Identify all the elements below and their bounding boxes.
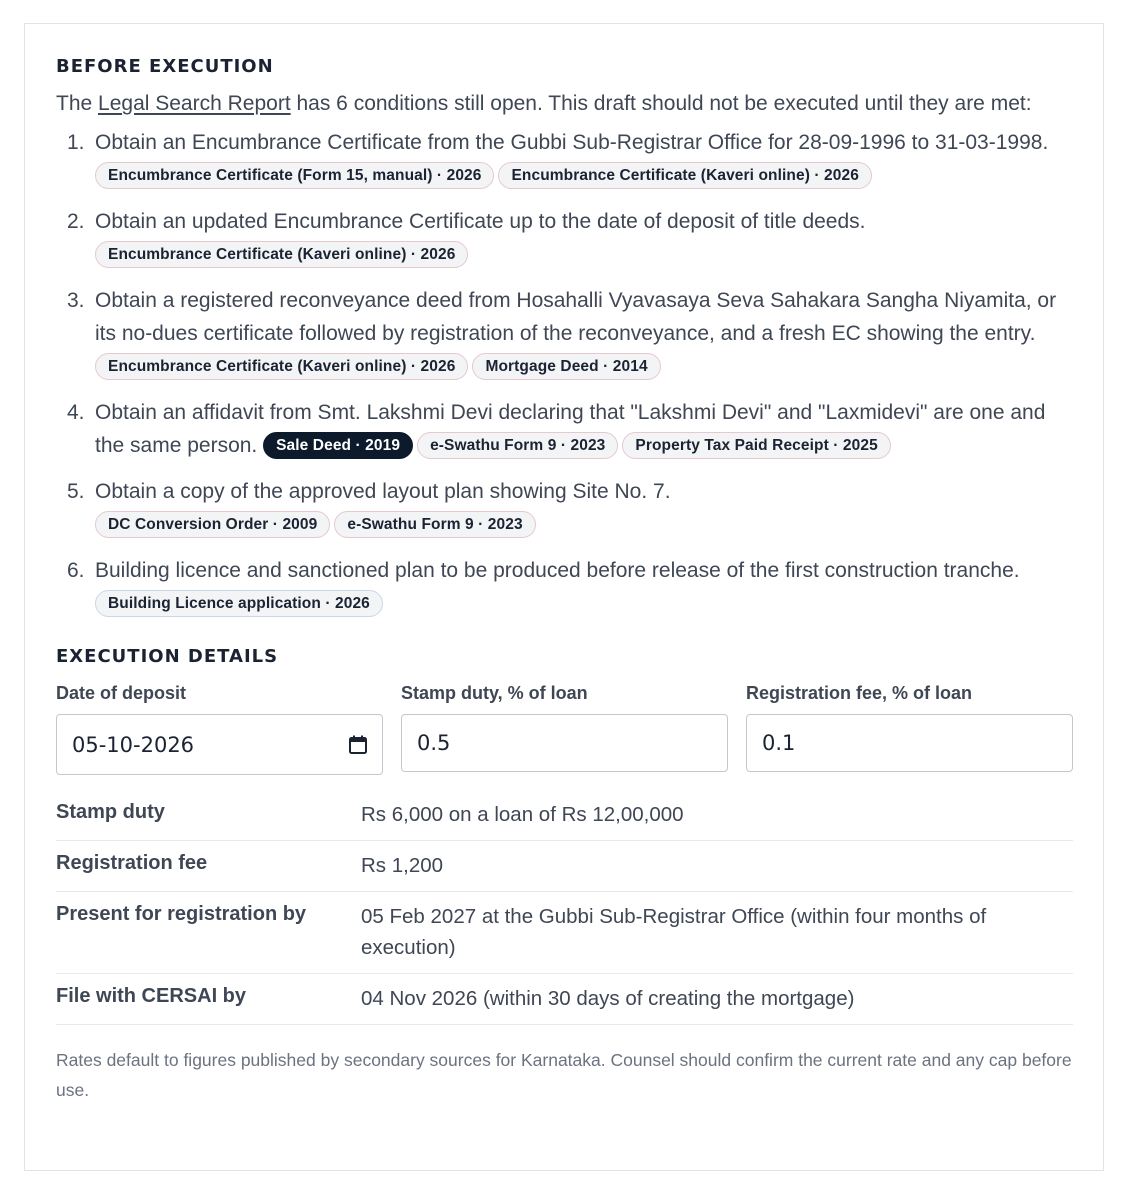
registration-fee-label: Registration fee, % of loan <box>746 683 973 703</box>
condition-item <box>56 284 1073 383</box>
summary-row <box>56 841 1073 892</box>
execution-summary <box>56 799 1073 1025</box>
condition-text: Obtain an Encumbrance Certificate from the Gubbi Sub-Registrar Office for 28-09-1996 to 31-03-1998. <box>95 131 1049 154</box>
summary-value: 05 Feb 2027 at the Gubbi Sub-Registrar Office (within four months of execution) <box>361 905 987 959</box>
condition-number: 5. <box>67 480 85 503</box>
document-tag[interactable]: Encumbrance Certificate (Kaveri online) · 2026 <box>95 353 468 380</box>
summary-value: 04 Nov 2026 (within 30 days of creating the mortgage) <box>361 987 855 1010</box>
summary-key: File with CERSAI by <box>56 985 247 1007</box>
summary-value: Rs 1,200 <box>361 854 444 877</box>
summary-row <box>56 799 1073 841</box>
document-tag[interactable]: Encumbrance Certificate (Kaveri online) · 2026 <box>498 162 871 189</box>
condition-item <box>56 554 1073 620</box>
condition-text: Obtain a copy of the approved layout plan showing Site No. 7. <box>95 480 671 503</box>
condition-number: 4. <box>67 401 85 424</box>
execution-details-heading: EXECUTION DETAILS <box>56 646 279 667</box>
condition-number: 6. <box>67 559 85 582</box>
condition-item <box>56 205 1073 271</box>
registration-fee-value: 0.1 <box>762 731 796 755</box>
stamp-duty-value: 0.5 <box>417 731 451 755</box>
condition-item <box>56 396 1073 462</box>
summary-row <box>56 974 1073 1025</box>
registration-fee-input[interactable] <box>746 714 1073 772</box>
date-of-deposit-label: Date of deposit <box>56 683 187 703</box>
date-of-deposit-value: 05-10-2026 <box>72 732 195 757</box>
document-tag[interactable]: Building Licence application · 2026 <box>95 590 383 617</box>
document-tag[interactable]: Encumbrance Certificate (Form 15, manual) · 2026 <box>95 162 494 189</box>
execution-panel <box>24 23 1104 1171</box>
document-tag[interactable]: Mortgage Deed · 2014 <box>472 353 660 380</box>
intro-prefix: The <box>56 92 99 115</box>
condition-number: 1. <box>67 131 85 154</box>
intro-text <box>56 87 1073 121</box>
conditions-list <box>56 126 1073 620</box>
summary-value: Rs 6,000 on a loan of Rs 12,00,000 <box>361 803 684 826</box>
date-of-deposit-field <box>56 680 383 775</box>
condition-number: 2. <box>67 210 85 233</box>
stamp-duty-field <box>401 680 728 775</box>
before-execution-heading: BEFORE EXECUTION <box>56 56 274 77</box>
document-tag[interactable]: Encumbrance Certificate (Kaveri online) · 2026 <box>95 241 468 268</box>
intro-suffix: has 6 conditions still open. This draft should not be executed until they are met: <box>290 92 1032 115</box>
legal-search-report-link[interactable]: Legal Search Report <box>98 92 291 115</box>
condition-number: 3. <box>67 289 85 312</box>
document-tag[interactable]: DC Conversion Order · 2009 <box>95 511 330 538</box>
rates-note: Rates default to figures published by secondary sources for Karnataka. Counsel should confirm the current rate and any cap before use. <box>56 1050 1072 1100</box>
summary-key: Present for registration by <box>56 903 307 925</box>
document-tag[interactable]: e-Swathu Form 9 · 2023 <box>334 511 535 538</box>
summary-key: Registration fee <box>56 852 208 874</box>
registration-fee-field <box>746 680 1073 775</box>
stamp-duty-label: Stamp duty, % of loan <box>401 683 588 703</box>
condition-item <box>56 475 1073 541</box>
document-tag[interactable]: e-Swathu Form 9 · 2023 <box>417 432 618 459</box>
document-tag[interactable]: Property Tax Paid Receipt · 2025 <box>622 432 890 459</box>
summary-row <box>56 892 1073 974</box>
condition-text: Obtain a registered reconveyance deed from Hosahalli Vyavasaya Seva Sahakara Sangha Niyamita, or its no-dues certificate followed by registration of the reconveyance, and a fresh EC showing the entry. <box>95 289 1057 345</box>
document-tag-selected[interactable]: Sale Deed · 2019 <box>263 432 413 459</box>
panel-content <box>56 54 1073 1105</box>
execution-fields <box>56 680 1073 775</box>
date-of-deposit-input[interactable] <box>56 714 383 775</box>
stamp-duty-input[interactable] <box>401 714 728 772</box>
condition-item <box>56 126 1073 192</box>
condition-text: Obtain an updated Encumbrance Certificate up to the date of deposit of title deeds. <box>95 210 866 233</box>
calendar-icon[interactable] <box>349 735 367 754</box>
condition-text: Building licence and sanctioned plan to be produced before release of the first construction tranche. <box>95 559 1020 582</box>
condition-text: Obtain an affidavit from Smt. Lakshmi Devi declaring that "Lakshmi Devi" and "Laxmidevi" are one and the same person. <box>95 401 1046 457</box>
summary-key: Stamp duty <box>56 801 165 823</box>
